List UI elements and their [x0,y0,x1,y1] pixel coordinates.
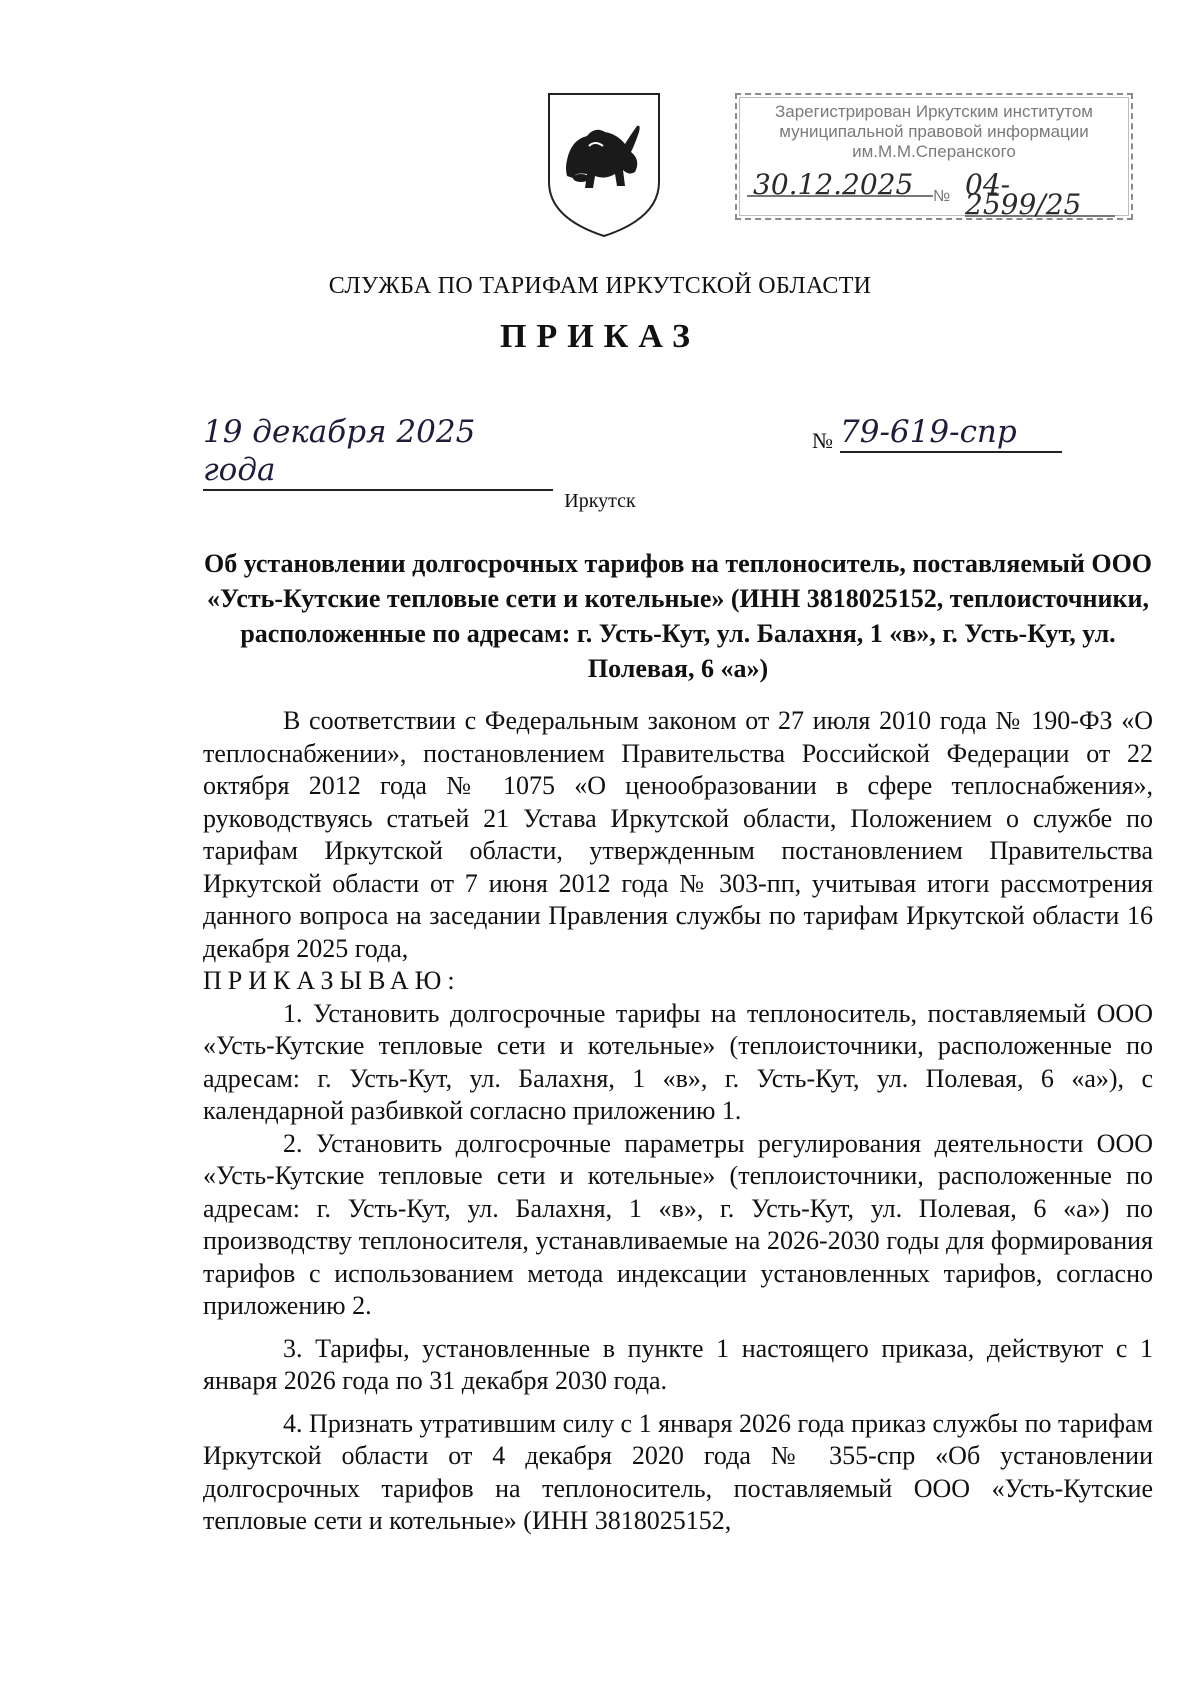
stamp-line-1: Зарегистрирован Иркутским институтом [774,102,1093,121]
order-item-2: 2. Установить долгосрочные параметры регулирования деятельности ООО «Усть-Кутские тепловые сети и котельные» (теплоисточники, расположенные по адресам: г. Усть-Кут, ул. Балахня, 1 «в», г. Усть-Кут, ул. Полевая, 6 «а») по производству теплоносителя, устанавливаемые на 2026-2030 годы для формирования тарифов с использованием метода индексации установленных тарифов, согласно приложению 2. [203,1128,1153,1320]
order-item-4: 4. Признать утратившим силу с 1 января 2026 года приказ службы по тарифам Иркутской области от 4 декабря 2020 года № 355-спр «Об установлении долгосрочных тарифов на теплоноситель, поставляемый ООО «Усть-Кутские тепловые сети и котельные» (ИНН 3818025152, [203,1408,1153,1535]
order-number-handwritten: 79-619-спр [840,413,1062,453]
registration-stamp [735,93,1133,220]
stamp-registration-number: 04-2599/25 [965,175,1115,217]
order-item-3: 3. Тарифы, установленные в пункте 1 настоящего приказа, действуют с 1 января 2026 года по 31 декабря 2030 года. [203,1333,1153,1395]
coat-of-arms-emblem [545,90,663,240]
document-subject: Об установлении долгосрочных тарифов на теплоноситель, поставляемый ООО «Усть-Кутские тепловые сети и котельные» (ИНН 3818025152, теплоисточники, расположенные по адресам: г. Усть-Кут, ул. Балахня, 1 «в», г. Усть-Кут, ул. Полевая, 6 «а») [203,549,1153,683]
stamp-line-2: муниципальной правовой информации [779,122,1089,141]
stamp-line-3: им.М.М.Сперанского [852,142,1016,161]
order-number-label: № [812,428,833,453]
agency-name: СЛУЖБА ПО ТАРИФАМ ИРКУТСКОЙ ОБЛАСТИ [328,273,872,299]
stamp-number-label: № [933,188,951,205]
document-body [203,705,1153,1538]
orders-word: ПРИКАЗЫВАЮ: [203,966,461,995]
preamble-paragraph: В соответствии с Федеральным законом от 27 июля 2010 года № 190-ФЗ «О теплоснабжении», постановлением Правительства Российской Федерации от 22 октября 2012 года № 1075 «О ценообразовании в сфере теплоснабжения», руководствуясь статьей 21 Устава Иркутской области, Положением о службе по тарифам Иркутской области, утвержденным постановлением Правительства Иркутской области от 7 июня 2012 года № 303-пп, учитывая итоги рассмотрения данного вопроса на заседании Правления службы по тарифам Иркутской области 16 декабря 2025 года, [203,706,1153,963]
order-item-1: 1. Установить долгосрочные тарифы на теплоноситель, поставляемый ООО «Усть-Кутские тепловые сети и котельные» (теплоисточники, расположенные по адресам: г. Усть-Кут, ул. Балахня, 1 «в», г. Усть-Кут, ул. Полевая, 6 «а»), с календарной разбивкой согласно приложению 1. [203,998,1153,1125]
city-name: Иркутск [564,490,636,512]
document-type-title: ПРИКАЗ [500,318,700,355]
stamp-registration-date: 30.12.2025 [747,175,933,197]
order-date-handwritten: 19 декабря 2025 года [203,413,553,491]
